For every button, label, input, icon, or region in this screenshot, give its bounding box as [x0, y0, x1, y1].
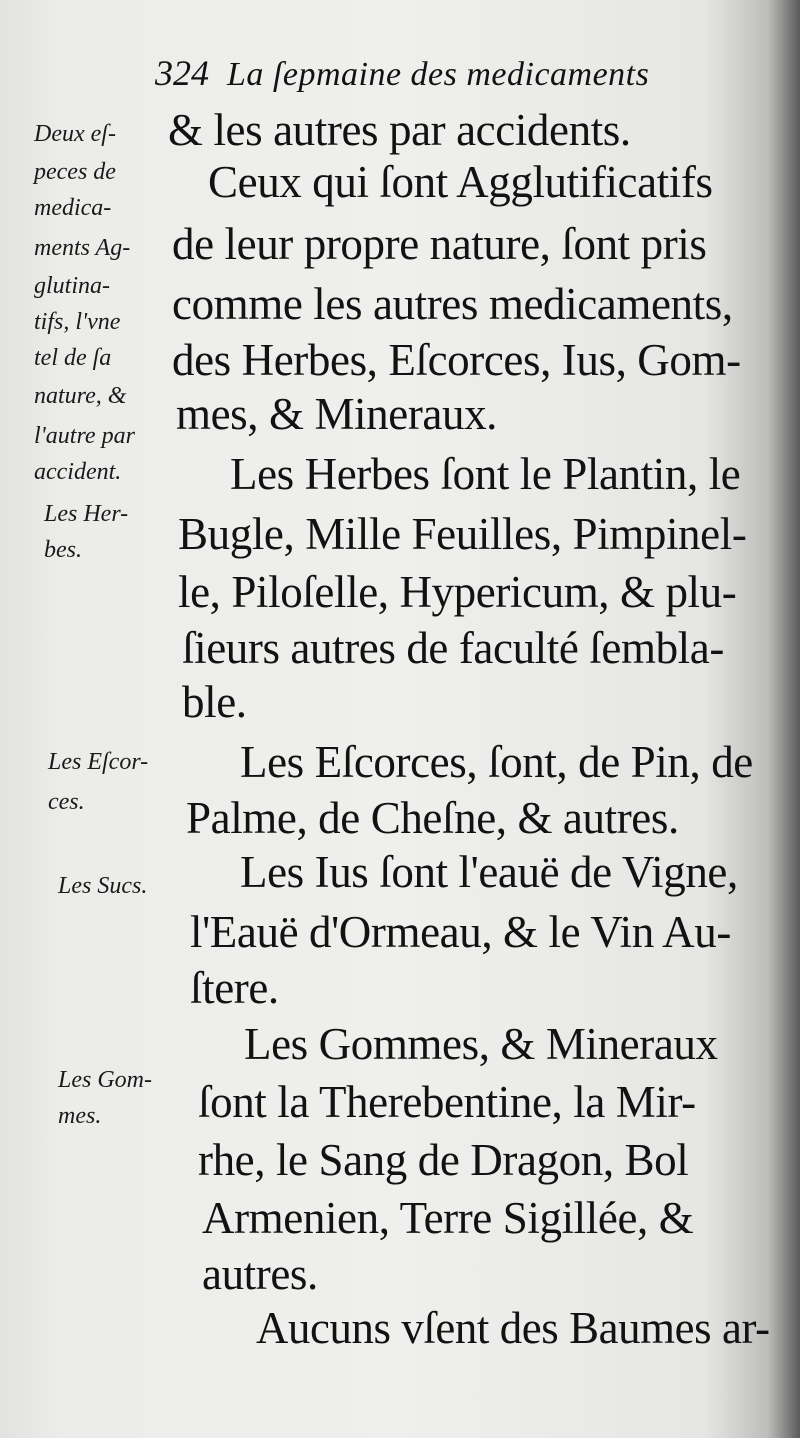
marginal-note: Les Eſcor- [48, 749, 149, 775]
text-line: l'Eauë d'Ormeau, & le Vin Au- [190, 907, 731, 957]
marginal-note: bes. [44, 537, 82, 563]
marginal-note: Les Her- [44, 501, 129, 527]
text-line: rhe, le Sang de Dragon, Bol [198, 1135, 689, 1185]
marginal-note: Les Sucs. [58, 873, 148, 899]
text-line: des Herbes, Eſcorces, Ius, Gom- [172, 335, 741, 385]
marginal-note: peces de [34, 159, 116, 185]
text-line: ſieurs autres de faculté ſembla- [182, 623, 724, 673]
text-line: Aucuns vſent des Baumes ar- [256, 1303, 770, 1353]
marginal-note: medica- [34, 195, 112, 221]
text-line: ſont la Therebentine, la Mir- [198, 1077, 696, 1127]
page-number: 324 [155, 53, 209, 93]
running-title: La ſepmaine des medicaments [227, 56, 650, 93]
marginal-note: ments Ag- [34, 235, 131, 261]
running-header [155, 52, 755, 98]
text-line: ſtere. [190, 963, 279, 1013]
text-line: & les autres par accidents. [168, 105, 631, 155]
marginal-note: tel de ſa [34, 345, 112, 371]
text-line: Les Herbes ſont le Plantin, le [230, 449, 741, 499]
marginal-note: Les Gom- [58, 1067, 152, 1093]
text-line: Les Gommes, & Mineraux [244, 1019, 718, 1069]
text-line: Palme, de Cheſne, & autres. [186, 793, 679, 843]
marginal-note: accident. [34, 459, 122, 485]
text-line: ble. [182, 677, 247, 727]
text-line: comme les autres medicaments, [172, 279, 733, 329]
text-line: Ceux qui ſont Agglutificatifs [208, 157, 713, 207]
marginal-note: Deux eſ- [34, 121, 116, 147]
text-line: Les Ius ſont l'eauë de Vigne, [240, 847, 738, 897]
text-line: mes, & Mineraux. [176, 389, 498, 439]
marginal-note: l'autre par [34, 423, 135, 449]
text-line: le, Piloſelle, Hypericum, & plu- [178, 567, 737, 617]
marginal-note: tifs, l'vne [34, 309, 121, 335]
text-line: de leur propre nature, ſont pris [172, 219, 707, 269]
marginal-note: nature, & [34, 383, 127, 409]
marginal-note: glutina- [34, 273, 110, 299]
marginal-note: mes. [58, 1103, 102, 1129]
text-line: autres. [202, 1249, 318, 1299]
text-line: Bugle, Mille Feuilles, Pimpinel- [178, 509, 747, 559]
text-line: Les Eſcorces, ſont, de Pin, de [240, 737, 753, 787]
text-line: Armenien, Terre Sigillée, & [202, 1193, 694, 1243]
marginal-note: ces. [48, 789, 85, 815]
